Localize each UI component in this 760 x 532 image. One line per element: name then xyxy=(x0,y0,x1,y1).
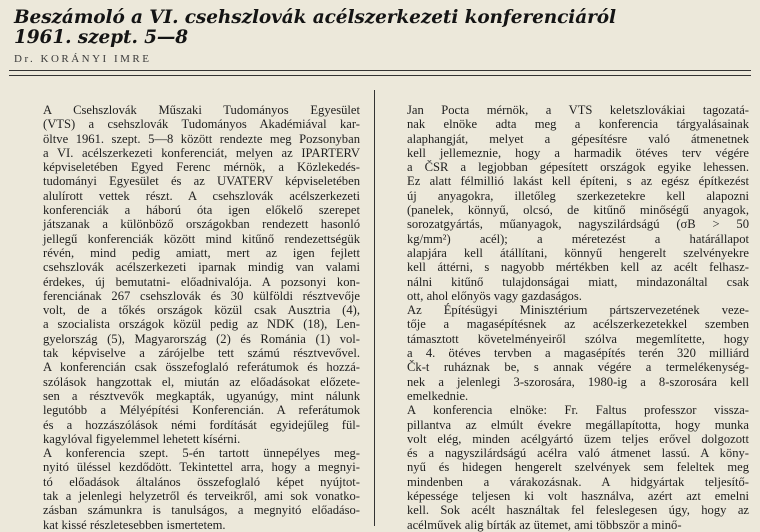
text-line: képviseletében Egyed Ferenc mérnök, a Közlekedés- xyxy=(43,160,360,175)
text-line: a szocialista országok közül pedig az NDK (18), Len- xyxy=(43,317,360,332)
text-line: öltve 1961. szept. 5—8 között rendezte meg Pozsonyban xyxy=(43,131,360,146)
text-line: nak elnöke adta meg a konferencia tárgyalásainak xyxy=(407,117,749,132)
article-author: Dr. KORÁNYI IMRE xyxy=(14,53,152,65)
paragraph xyxy=(21,103,360,446)
text-line: A konferencián csak összefoglaló referátumok és hozzá- xyxy=(43,360,360,375)
text-line: érdekes, új bemutatni- előadnivalója. A pozsonyi kon- xyxy=(43,274,360,289)
paragraph xyxy=(385,303,749,403)
paragraph xyxy=(385,403,749,532)
text-line: révén, mind pedig amiatt, mert az igen fejlett xyxy=(43,245,360,260)
text-line: Jan Pocta mérnök, a VTS keletszlovákiai tagozatá- xyxy=(407,103,749,117)
text-line: nyitó üléssel kezdődött. Tekintettel arra, hogy a megnyi- xyxy=(43,460,360,475)
text-line: a VI. acélszerkezeti konferenciát, melyen az IPARTERV xyxy=(43,145,360,160)
text-line: tudományi Egyesület és az UVATERV képviseletében xyxy=(43,174,360,189)
text-line: konferenciák a háború óta igen előkelő szerepet xyxy=(43,203,360,218)
text-line: kell jellemeznie, hogy a harmadik ötéves terv végére xyxy=(407,145,749,160)
text-line: tak képviselve a zárójelbe tett számú résztvevővel. xyxy=(43,346,360,361)
right-column xyxy=(385,103,749,532)
header-rule-top xyxy=(9,70,751,71)
paragraph xyxy=(21,446,360,532)
text-line: és a nagyszilárdságú acélra való átmenet lassú. A köny- xyxy=(407,446,749,461)
text-line: tője a magasépítésnek az acélszerkezetekkel szemben xyxy=(407,317,749,332)
text-line: (VTS) a csehszlovák Tudományos Akadémiával kar- xyxy=(43,117,360,132)
text-line: kat kissé részletesebben ismertetem. xyxy=(43,517,226,532)
text-line: zásban számunkra is tanulságos, a megnyitó előadáso- xyxy=(43,503,360,518)
text-line: A Csehszlovák Műszaki Tudományos Egyesület xyxy=(43,103,360,117)
text-line: kell áttérni, s nagyobb mértékben kell az acélt felhasz- xyxy=(407,260,749,275)
text-line: nyű és hidegen hengerelt szelvények sem feleltek meg xyxy=(407,460,749,475)
text-line: kell. Sok acélt használtak fel feleslegesen úgy, hogy az xyxy=(407,503,749,518)
text-line: alapjára kell átállítani, könnyű hengerelt szelvényekre xyxy=(407,245,749,260)
text-line: csehszlovák acélszerkezeti iparnak mindig van valami xyxy=(43,260,360,275)
text-line: emelkednie. xyxy=(407,388,469,403)
text-line: nek a jelenlegi 3-szorosára, 1980-ig a 8-szorosára kell xyxy=(407,374,749,389)
text-line: szólások hangzottak el, miután az előadásokat előzete- xyxy=(43,374,360,389)
text-line: játszanak a különböző országokban rendezett hasonló xyxy=(43,217,360,232)
text-line: nálni kitűnő tulajdonságai miatt, mindazonáltal csak xyxy=(407,274,749,289)
text-line: ott, ahol előnyös vagy gazdaságos. xyxy=(407,288,582,303)
text-line: alaphangját, melyet a gépesítésre való átmenetnek xyxy=(407,131,749,146)
paragraph xyxy=(385,103,749,303)
header-rule-bottom xyxy=(9,75,751,76)
text-line: legutóbb a Mélyépítési Konferencián. A referátumok xyxy=(43,403,360,418)
text-line: és a hozzászólások némi fordítását egyidejűleg fül- xyxy=(43,417,360,432)
text-line: Čk-t ruháznak be, s annak végére a termelékenység- xyxy=(407,360,749,375)
text-line: mindenben a várakozásnak. A hidgyártak teljesítő- xyxy=(407,474,749,489)
title-line-1: Beszámoló a VI. csehszlovák acélszerkezeti konferenciáról xyxy=(14,7,616,28)
text-line: a ČSR a legjobban gépesített országok egyike lehessen. xyxy=(407,160,749,175)
text-line: volt, de a tőkés országok közül csak Ausztria (4), xyxy=(43,303,360,318)
text-line: új anyagokra, illetőleg szerkezetekre kell alapozni xyxy=(407,188,749,203)
text-line: A konferencia elnöke: Fr. Faltus professzor vissza- xyxy=(407,403,749,418)
text-line: kagylóval figyelemmel lehetett kísérni. xyxy=(43,431,241,446)
text-line: Ez alatt félmillió lakást kell építeni, s az egész építkezést xyxy=(407,174,749,189)
text-line: A konferencia szept. 5-én tartott ünnepélyes meg- xyxy=(43,446,360,461)
left-column xyxy=(21,103,360,532)
title-line-2: 1961. szept. 5—8 xyxy=(14,27,189,48)
column-divider xyxy=(374,90,375,526)
text-line: jellegű konferenciák között mind kitűnő rendezettségük xyxy=(43,231,360,246)
text-line: alulírott vettek részt. A csehszlovák acélszerkezeti xyxy=(43,188,360,203)
text-line: tak a jelenlegi helyzetről és terveikről, ami sok vonatko- xyxy=(43,489,360,504)
text-line: gyelország (5), Magyarország (2) és Románia (1) vol- xyxy=(43,331,360,346)
text-line: sen a résztvevők megkapták, ugyanúgy, mint nálunk xyxy=(43,388,360,403)
text-line: Az Építésügyi Minisztérium pártszervezetének veze- xyxy=(407,303,749,318)
text-line: képessége teljesen ki volt használva, azért azt emelni xyxy=(407,489,749,504)
text-line: ferenciának 267 csehszlovák és 30 külföldi résztvevője xyxy=(43,288,360,303)
text-line: sorozatgyártás, műanyagok, nagyszilárdságú (σB > 50 xyxy=(407,217,749,232)
text-line: tó előadások általános összefoglaló képet nyújtot- xyxy=(43,474,360,489)
article-title xyxy=(14,8,749,48)
text-line: (panelek, könnyű, olcsó, de kitűnő minőségű anyagok, xyxy=(407,203,749,218)
text-line: acélművek alig bírták az ütemet, ami többször a minő- xyxy=(407,517,682,532)
text-line: a 4. ötéves tervben a magasépítés terén 320 milliárd xyxy=(407,346,749,361)
text-line: kg/mm²) acél); a méretezést a határállapot xyxy=(407,231,749,246)
text-line: volt elég, minden acélgyártó üzem teljes erővel dolgozott xyxy=(407,431,749,446)
text-line: támasztott követelményeiről szólva megemlítette, hogy xyxy=(407,331,749,346)
text-line: pillantva az elmúlt évekre megállapította, hogy munka xyxy=(407,417,749,432)
